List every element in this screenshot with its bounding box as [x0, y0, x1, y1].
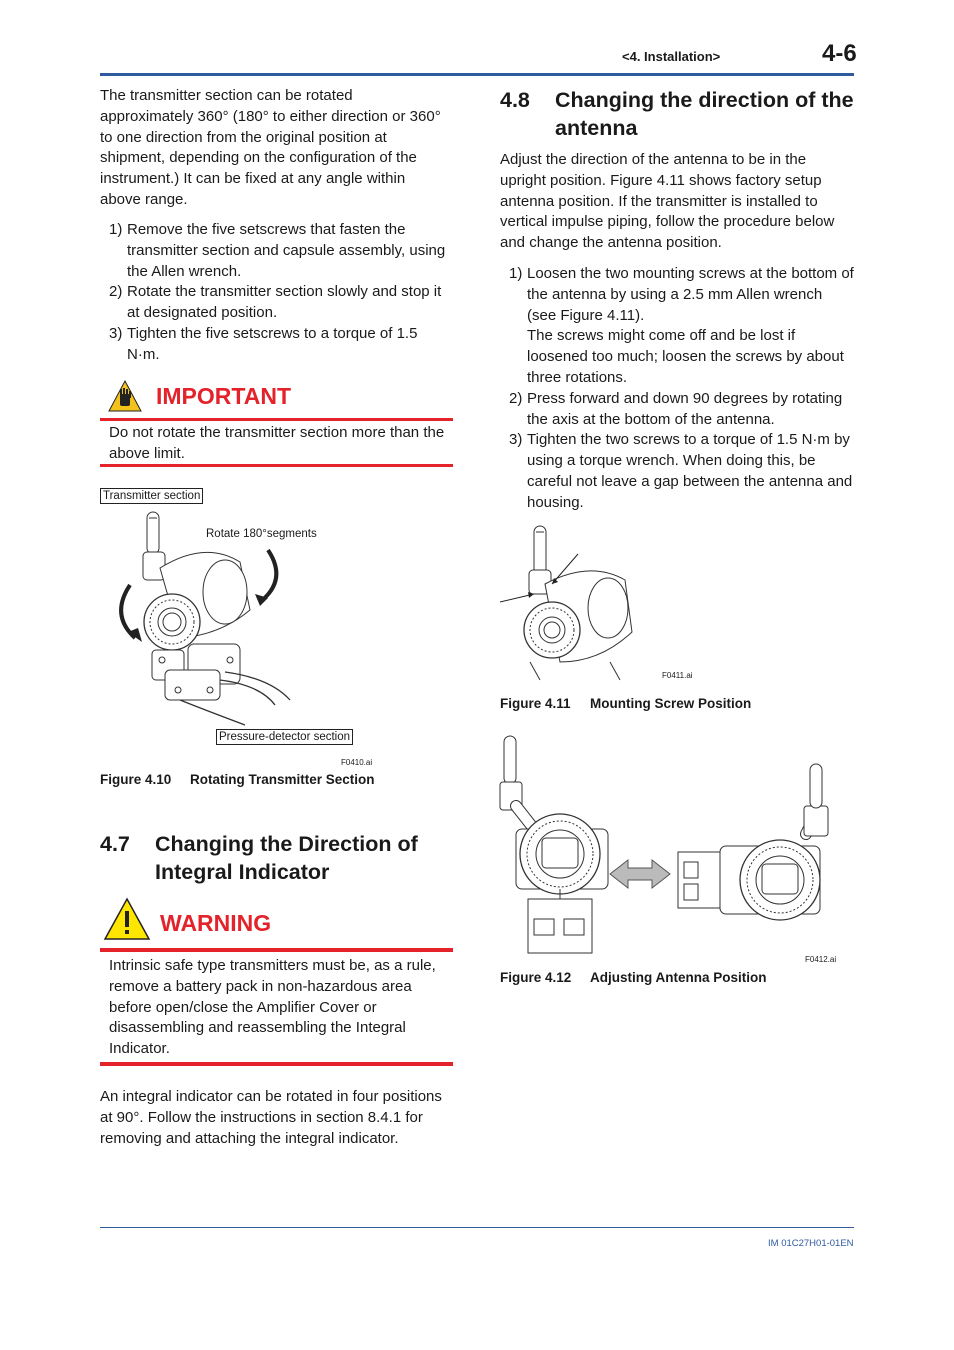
- warning-title: WARNING: [160, 910, 272, 936]
- section-heading-4-8: 4.8 Changing the direction of the antenna: [500, 88, 854, 140]
- important-bottom-rule: [100, 464, 453, 467]
- list-item: 3) Tighten the two screws to a torque of 1.5 N·m by using a torque wrench. When doing this, be careful not leave a gap between the antenna and housing.: [509, 431, 853, 511]
- warning-text: Intrinsic safe type transmitters must be, as a rule, remove a battery pack in non-hazardous area before open/close the Amplifier Cover or disassembling and reassembling the Integral Indicator.: [109, 957, 436, 1058]
- hand-icon: [108, 380, 142, 414]
- section-heading-4-7: 4.7 Changing the Direction of Integral Indicator: [100, 832, 418, 884]
- mounting-screw-illustration: [500, 522, 640, 680]
- list-item: 1) Loosen the two mounting screws at the bottom of the antenna by using a 2.5 mm Allen wrench (see Figure 4.11). The screws might come off and be lost if loosened too much; loosen the screws by about three rotations.: [509, 265, 854, 386]
- document-id: IM 01C27H01-01EN: [768, 1238, 854, 1249]
- intro-paragraph: The transmitter section can be rotated approximately 360° (180° to either direction or 360° to one direction from the original position at shipment, depending on the configuration of the instrument.) It can be fixed at any angle within above range.: [100, 87, 441, 208]
- rotation-steps: [109, 220, 454, 366]
- antenna-intro-paragraph: Adjust the direction of the antenna to be in the upright position. Figure 4.11 shows factory setup antenna position. If the transmitter is installed to vertical impulse piping, follow the procedure below and change the antenna position.: [500, 151, 835, 252]
- list-item: 2) Press forward and down 90 degrees by rotating the axis at the bottom of the antenna.: [509, 389, 843, 428]
- warning-icon: [103, 897, 151, 941]
- warning-top-rule: [100, 948, 453, 952]
- figure-file-ref: F0412.ai: [805, 955, 837, 964]
- antenna-position-illustration: [498, 734, 838, 954]
- rotating-transmitter-illustration: [110, 510, 300, 725]
- page-number: 4-6: [822, 40, 857, 67]
- transmitter-section-label: Transmitter section: [100, 488, 203, 504]
- warning-bottom-rule: [100, 1062, 453, 1066]
- pressure-detector-label: Pressure-detector section: [216, 729, 353, 745]
- indicator-paragraph: An integral indicator can be rotated in four positions at 90°. Follow the instructions in section 8.4.1 for removing and attaching the integral indicator.: [100, 1088, 442, 1147]
- list-item: 2) Rotate the transmitter section slowly and stop it at designated position.: [109, 283, 442, 322]
- list-item: 3) Tighten the five setscrews to a torque of 1.5 N·m.: [109, 324, 418, 363]
- important-top-rule: [100, 418, 453, 421]
- rotate-label: Rotate 180°segments: [206, 528, 317, 540]
- list-item: 1) Remove the five setscrews that fasten the transmitter section and capsule assembly, using the Allen wrench.: [109, 221, 446, 280]
- figure-caption: Figure 4.10 Rotating Transmitter Section: [100, 772, 375, 787]
- header-rule: [100, 73, 854, 76]
- antenna-steps: [509, 264, 854, 514]
- important-title: IMPORTANT: [156, 383, 292, 409]
- figure-file-ref: F0411.ai: [662, 671, 693, 680]
- header-section-title: <4. Installation>: [622, 49, 721, 64]
- important-text: Do not rotate the transmitter section more than the above limit.: [109, 424, 445, 462]
- figure-file-ref: F0410.ai: [341, 758, 373, 767]
- figure-caption: Figure 4.11 Mounting Screw Position: [500, 696, 752, 711]
- figure-caption: Figure 4.12 Adjusting Antenna Position: [500, 970, 767, 985]
- footer-rule: [100, 1227, 854, 1228]
